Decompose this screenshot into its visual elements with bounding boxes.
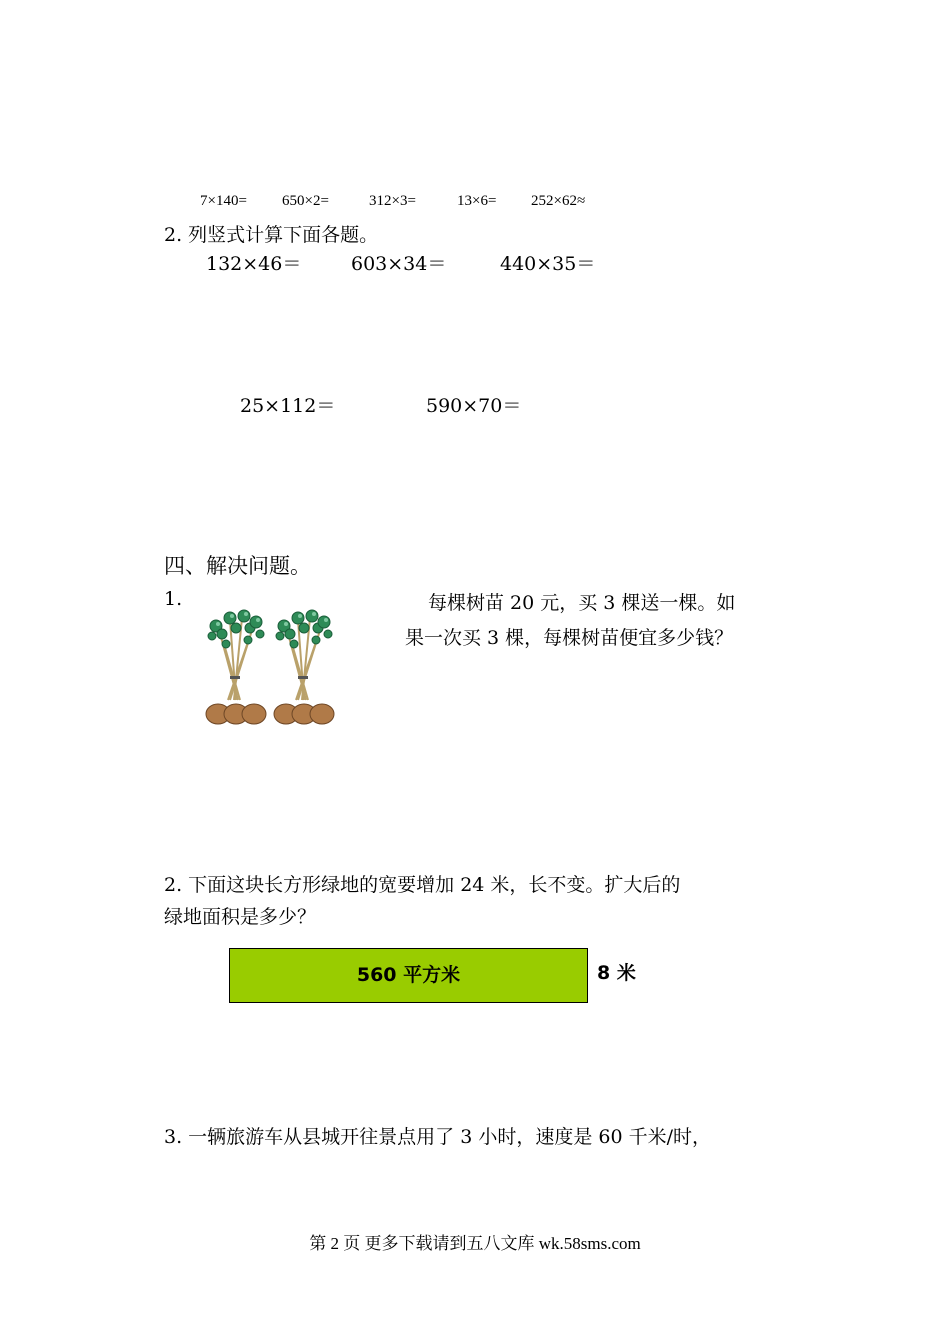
oral-calc-2: 650×2= [282,193,329,209]
oral-calc-3: 312×3= [369,193,416,209]
oral-calc-5: 252×62≈ [531,193,586,209]
section-heading: 四、解决问题。 [164,554,311,578]
problem-1-line-1: 每棵树苗 20 元，买 3 棵送一棵。如 [428,592,736,614]
q2-expr-3: 440×35＝ [500,253,596,275]
oral-calc-4: 13×6= [457,193,497,209]
problem-1-number: 1. [164,588,183,610]
oral-calc-1: 7×140= [200,193,247,209]
q2-expr-2: 603×34＝ [351,253,447,275]
problem-2-line-1: 2. 下面这块长方形绿地的宽要增加 24 米，长不变。扩大后的 [164,874,681,896]
width-label: 8 米 [597,962,636,984]
page-footer: 第 2 页 更多下载请到五八文库 wk.58sms.com [309,1234,641,1253]
q2-title: 2. 列竖式计算下面各题。 [164,224,379,246]
area-label: 560 平方米 [356,964,461,986]
problem-1-line-2: 果一次买 3 棵，每棵树苗便宜多少钱？ [405,627,734,649]
q2-expr-1: 132×46＝ [206,253,302,275]
problem-2-line-2: 绿地面积是多少？ [164,906,317,928]
tree-saplings-icon [200,604,340,734]
q2-expr-4: 25×112＝ [240,395,336,417]
green-rectangle [229,948,588,1003]
problem-3-line-1: 3. 一辆旅游车从县城开往景点用了 3 小时，速度是 60 千米/时， [164,1126,711,1148]
q2-expr-5: 590×70＝ [426,395,522,417]
